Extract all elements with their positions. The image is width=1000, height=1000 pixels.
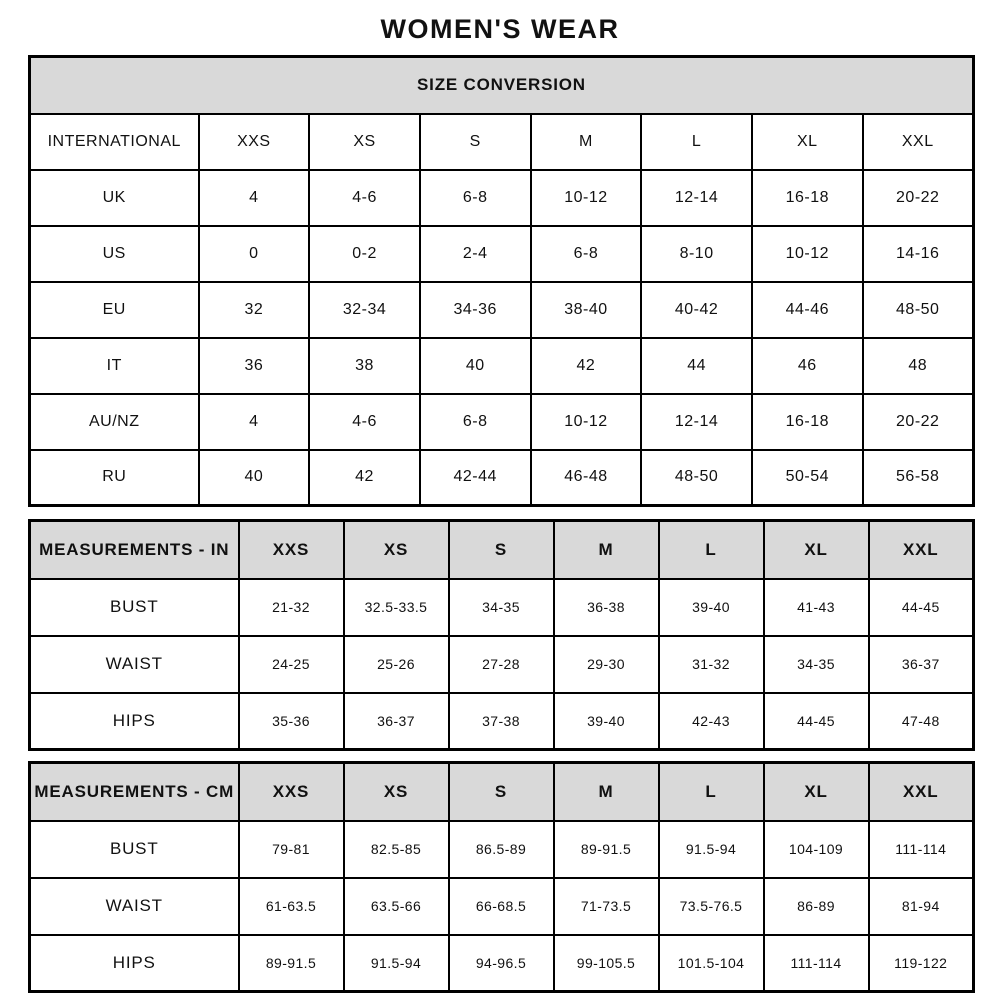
column-header-cell: XXS	[199, 114, 310, 170]
value-cell: 20-22	[863, 394, 974, 450]
value-cell: 89-91.5	[554, 821, 659, 878]
value-cell: 37-38	[449, 693, 554, 750]
value-cell: 6-8	[420, 394, 531, 450]
row-label-cell: WAIST	[30, 636, 239, 693]
value-cell: 0-2	[309, 226, 420, 282]
value-cell: 32.5-33.5	[344, 579, 449, 636]
value-cell: 38	[309, 338, 420, 394]
value-cell: 89-91.5	[239, 935, 344, 992]
size-header-cell: XXL	[869, 763, 974, 821]
row-label-cell: WAIST	[30, 878, 239, 935]
value-cell: 86.5-89	[449, 821, 554, 878]
row-label-cell: BUST	[30, 821, 239, 878]
size-header-cell: XS	[344, 763, 449, 821]
value-cell: 81-94	[869, 878, 974, 935]
value-cell: 40-42	[641, 282, 752, 338]
value-cell: 48	[863, 338, 974, 394]
value-cell: 42-43	[659, 693, 764, 750]
size-conversion-table	[28, 55, 975, 507]
value-cell: 0	[199, 226, 310, 282]
table-row	[30, 935, 974, 992]
value-cell: 20-22	[863, 170, 974, 226]
size-header-cell: XL	[764, 763, 869, 821]
value-cell: 2-4	[420, 226, 531, 282]
value-cell: 39-40	[659, 579, 764, 636]
value-cell: 119-122	[869, 935, 974, 992]
size-header-cell: XXL	[869, 521, 974, 579]
value-cell: 4	[199, 170, 310, 226]
size-header-cell: M	[554, 521, 659, 579]
table-row	[30, 394, 974, 450]
size-header-cell: XXS	[239, 763, 344, 821]
value-cell: 10-12	[752, 226, 863, 282]
row-label-cell: IT	[30, 338, 199, 394]
value-cell: 8-10	[641, 226, 752, 282]
size-header-cell: XXS	[239, 521, 344, 579]
row-label-cell: BUST	[30, 579, 239, 636]
column-header-cell: XS	[309, 114, 420, 170]
page-title: WOMEN'S WEAR	[380, 14, 620, 44]
value-cell: 21-32	[239, 579, 344, 636]
value-cell: 71-73.5	[554, 878, 659, 935]
value-cell: 4-6	[309, 394, 420, 450]
value-cell: 6-8	[531, 226, 642, 282]
table-row	[30, 636, 974, 693]
value-cell: 35-36	[239, 693, 344, 750]
table-row	[30, 878, 974, 935]
value-cell: 66-68.5	[449, 878, 554, 935]
row-label-cell: EU	[30, 282, 199, 338]
table-row	[30, 226, 974, 282]
table-row	[30, 450, 974, 506]
column-header-cell: L	[641, 114, 752, 170]
value-cell: 31-32	[659, 636, 764, 693]
value-cell: 111-114	[869, 821, 974, 878]
value-cell: 111-114	[764, 935, 869, 992]
value-cell: 14-16	[863, 226, 974, 282]
value-cell: 34-36	[420, 282, 531, 338]
column-header-cell: XL	[752, 114, 863, 170]
value-cell: 91.5-94	[344, 935, 449, 992]
value-cell: 16-18	[752, 394, 863, 450]
value-cell: 39-40	[554, 693, 659, 750]
row-label-cell: HIPS	[30, 693, 239, 750]
value-cell: 73.5-76.5	[659, 878, 764, 935]
row-label-cell: HIPS	[30, 935, 239, 992]
size-header-cell: S	[449, 521, 554, 579]
size-header-cell: L	[659, 763, 764, 821]
value-cell: 48-50	[863, 282, 974, 338]
value-cell: 44-45	[869, 579, 974, 636]
value-cell: 6-8	[420, 170, 531, 226]
size-header-cell: XS	[344, 521, 449, 579]
value-cell: 34-35	[449, 579, 554, 636]
value-cell: 63.5-66	[344, 878, 449, 935]
value-cell: 46-48	[531, 450, 642, 506]
value-cell: 29-30	[554, 636, 659, 693]
column-header-cell: M	[531, 114, 642, 170]
value-cell: 79-81	[239, 821, 344, 878]
value-cell: 24-25	[239, 636, 344, 693]
value-cell: 91.5-94	[659, 821, 764, 878]
table-row	[30, 338, 974, 394]
size-header-cell: S	[449, 763, 554, 821]
value-cell: 42	[531, 338, 642, 394]
value-cell: 101.5-104	[659, 935, 764, 992]
table-row	[30, 579, 974, 636]
column-header-cell: S	[420, 114, 531, 170]
row-label-cell: AU/NZ	[30, 394, 199, 450]
value-cell: 34-35	[764, 636, 869, 693]
table-row	[30, 693, 974, 750]
measurements-in-table	[28, 519, 975, 751]
value-cell: 12-14	[641, 394, 752, 450]
value-cell: 99-105.5	[554, 935, 659, 992]
size-conversion-title: SIZE CONVERSION	[30, 57, 974, 114]
value-cell: 46	[752, 338, 863, 394]
value-cell: 94-96.5	[449, 935, 554, 992]
row-label-cell: US	[30, 226, 199, 282]
value-cell: 27-28	[449, 636, 554, 693]
value-cell: 41-43	[764, 579, 869, 636]
value-cell: 48-50	[641, 450, 752, 506]
value-cell: 86-89	[764, 878, 869, 935]
value-cell: 32	[199, 282, 310, 338]
value-cell: 36-38	[554, 579, 659, 636]
table-row	[30, 282, 974, 338]
measurements-cm-header-row	[30, 763, 974, 821]
value-cell: 32-34	[309, 282, 420, 338]
size-conversion-banner-row	[30, 57, 974, 114]
value-cell: 40	[199, 450, 310, 506]
row-label-cell: UK	[30, 170, 199, 226]
size-header-cell: XL	[764, 521, 869, 579]
value-cell: 36-37	[869, 636, 974, 693]
value-cell: 44	[641, 338, 752, 394]
measurements-cm-title: MEASUREMENTS - CM	[30, 763, 239, 821]
value-cell: 44-45	[764, 693, 869, 750]
value-cell: 10-12	[531, 170, 642, 226]
table-row	[30, 114, 974, 170]
value-cell: 104-109	[764, 821, 869, 878]
row-label-cell: RU	[30, 450, 199, 506]
value-cell: 82.5-85	[344, 821, 449, 878]
value-cell: 47-48	[869, 693, 974, 750]
value-cell: 44-46	[752, 282, 863, 338]
value-cell: 16-18	[752, 170, 863, 226]
size-header-cell: M	[554, 763, 659, 821]
value-cell: 42	[309, 450, 420, 506]
measurements-in-header-row	[30, 521, 974, 579]
table-row	[30, 821, 974, 878]
value-cell: 4-6	[309, 170, 420, 226]
value-cell: 40	[420, 338, 531, 394]
value-cell: 42-44	[420, 450, 531, 506]
value-cell: 56-58	[863, 450, 974, 506]
value-cell: 4	[199, 394, 310, 450]
column-header-cell: XXL	[863, 114, 974, 170]
size-header-cell: L	[659, 521, 764, 579]
value-cell: 36-37	[344, 693, 449, 750]
value-cell: 38-40	[531, 282, 642, 338]
value-cell: 12-14	[641, 170, 752, 226]
value-cell: 10-12	[531, 394, 642, 450]
table-row	[30, 170, 974, 226]
measurements-cm-table	[28, 761, 975, 993]
column-header-cell: INTERNATIONAL	[30, 114, 199, 170]
value-cell: 50-54	[752, 450, 863, 506]
value-cell: 25-26	[344, 636, 449, 693]
measurements-in-title: MEASUREMENTS - IN	[30, 521, 239, 579]
value-cell: 61-63.5	[239, 878, 344, 935]
value-cell: 36	[199, 338, 310, 394]
